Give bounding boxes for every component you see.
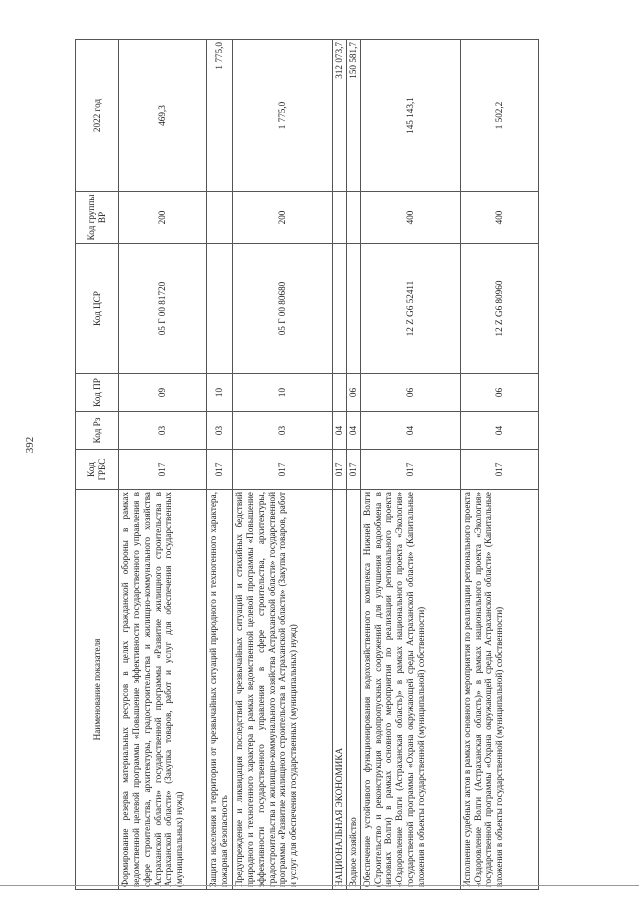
cell-vr: 200 [233, 192, 333, 244]
header-rz: Код Рз [76, 412, 119, 450]
header-pr: Код ПР [76, 374, 119, 412]
cell-rz: 03 [233, 412, 333, 450]
table-row [233, 40, 333, 890]
cell-csr [346, 244, 360, 374]
cell-rz: 04 [460, 412, 538, 450]
cell-grbs: 017 [207, 450, 233, 490]
header-name: Наименование показателя [76, 490, 119, 890]
cell-pr: 06 [460, 374, 538, 412]
cell-csr [207, 244, 233, 374]
cell-name: Обеспечение устойчивого функционирования водохозяйственного комплекса Нижней Волги (Строительство и реконструкция водопропускных сооружений для улучшения водообмена в низовьях Волги) в рамках основного мероприятия по реализации регионального проекта «Оздоровление Волги (Астраханская область)» в рамках национального проекта «Экология» государственной программы «Охрана окружающей среды Астраханской области» (Капитальные вложения в объекты государственной (муниципальной) собственности) [360, 490, 460, 890]
cell-pr: 10 [233, 374, 333, 412]
cell-name: НАЦИОНАЛЬНАЯ ЭКОНОМИКА [333, 490, 347, 890]
cell-grbs: 017 [360, 450, 460, 490]
cell-pr: 06 [346, 374, 360, 412]
cell-pr: 10 [207, 374, 233, 412]
cell-vr: 400 [460, 192, 538, 244]
cell-grbs: 017 [333, 450, 347, 490]
cell-vr: 200 [119, 192, 207, 244]
cell-value: 145 143,1 [360, 40, 460, 192]
table-row [460, 40, 538, 890]
rotated-table-container [75, 40, 505, 887]
cell-rz: 03 [207, 412, 233, 450]
cell-vr [346, 192, 360, 244]
cell-grbs: 017 [460, 450, 538, 490]
cell-vr [333, 192, 347, 244]
table-row [119, 40, 207, 890]
cell-grbs: 017 [233, 450, 333, 490]
cell-name: Предупреждение и ликвидация последствий чрезвычайных ситуаций и стихийных бедствий природного и техногенного характера в рамках ведомственной целевой программы «Повышение эффективности государственного управления в сфере строительства, архитектуры, градостроительства и жилищно-коммунального хозяйства Астраханской области» государственной программы «Развитие жилищного строительства в Астраханской области» (Закупка товаров, работ и услуг для обеспечения государственных (муниципальных) нужд) [233, 490, 333, 890]
table-row [333, 40, 347, 890]
cell-csr: 05 Г 00 80680 [233, 244, 333, 374]
cell-name: Защита населения и территории от чрезвычайных ситуаций природного и техногенного характера, пожарная безопасность [207, 490, 233, 890]
cell-value: 1 502,2 [460, 40, 538, 192]
cell-vr [207, 192, 233, 244]
cell-csr [333, 244, 347, 374]
cell-pr: 09 [119, 374, 207, 412]
cell-name: Исполнение судебных актов в рамках основного мероприятия по реализации регионального проекта «Оздоровление Волги (Астраханская область)» в рамках национального проекта «Экология» государственной программы «Охрана окружающей среды Астраханской области» (Капитальные вложения в объекты государственной (муниципальной) собственности) [460, 490, 538, 890]
cell-grbs: 017 [346, 450, 360, 490]
cell-csr: 05 Г 00 81720 [119, 244, 207, 374]
cell-name: Формирование резерва материальных ресурсов в целях гражданской обороны в рамках ведомственной целевой программы «Повышение эффективности государственного управления в сфере строительства, архитектуры, градостроительства и жилищно-коммунального хозяйства Астраханской области» государственной программы «Развитие жилищного строительства в Астраханской области» (Закупка товаров, работ и услуг для обеспечения государственных (муниципальных) нужд) [119, 490, 207, 890]
cell-rz: 04 [333, 412, 347, 450]
cell-csr: 12 Z G6 52411 [360, 244, 460, 374]
cell-grbs: 017 [119, 450, 207, 490]
cell-value: 150 581,7 [346, 40, 360, 192]
page-bottom-rule [0, 885, 639, 886]
header-year: 2022 год [76, 40, 119, 192]
header-vr: Код группы ВР [76, 192, 119, 244]
table-header-row [76, 40, 119, 890]
cell-name: Водное хозяйство [346, 490, 360, 890]
table-row [360, 40, 460, 890]
cell-value: 312 073,7 [333, 40, 347, 192]
header-grbs: Код ГРБС [76, 450, 119, 490]
cell-vr: 400 [360, 192, 460, 244]
budget-table [75, 39, 539, 890]
cell-pr [333, 374, 347, 412]
cell-csr: 12 Z G6 80960 [460, 244, 538, 374]
header-csr: Код ЦСР [76, 244, 119, 374]
page-number: 392 [24, 436, 36, 454]
cell-value: 1 775,0 [233, 40, 333, 192]
table-row [207, 40, 233, 890]
table-row [346, 40, 360, 890]
cell-value: 1 775,0 [207, 40, 233, 192]
cell-rz: 04 [346, 412, 360, 450]
cell-rz: 04 [360, 412, 460, 450]
cell-value: 469,3 [119, 40, 207, 192]
cell-pr: 06 [360, 374, 460, 412]
table-wrapper [75, 40, 610, 890]
cell-rz: 03 [119, 412, 207, 450]
